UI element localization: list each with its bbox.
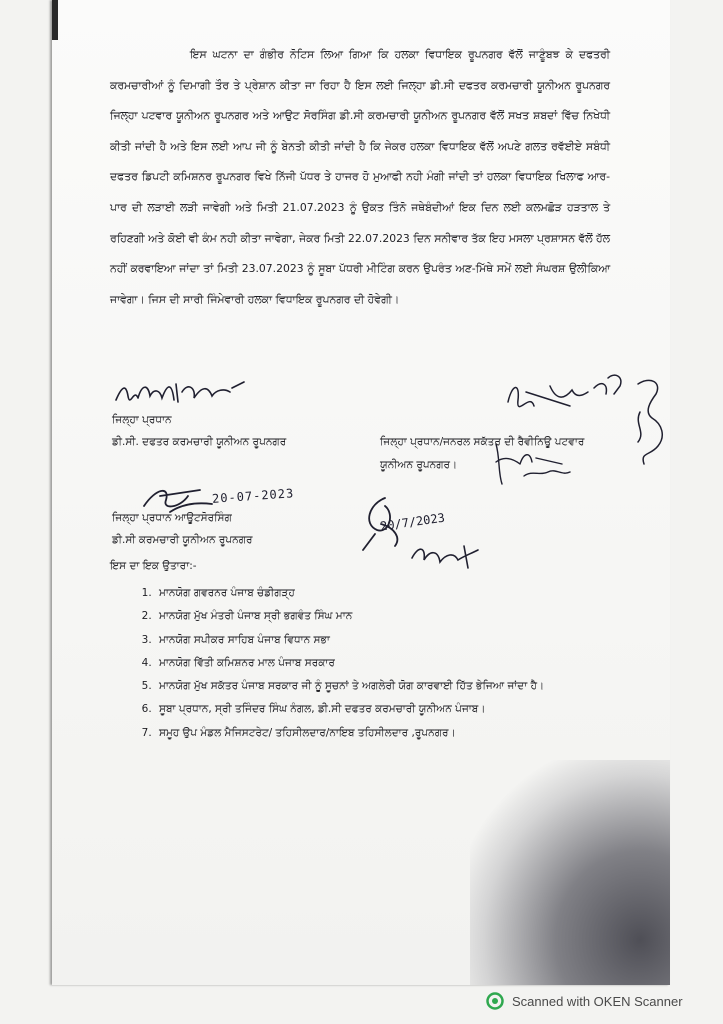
letter-body: ਇਸ ਘਟਨਾ ਦਾ ਗੰਭੀਰ ਨੋਟਿਸ ਲਿਆ ਗਿਆ ਕਿ ਹਲਕਾ ਵਿਧਾਇਕ ਰੂਪਨਗਰ ਵੱਲੋਂ ਜਾਣੂੰਬਝ ਕੇ ਦਫਤਰੀ ਕਰਮਚਾਰੀਆਂ ਨੂੰ ਦਿਮਾਗੀ ਤੌਰ ਤੇ ਪ੍ਰੇਸ਼ਾਨ ਕੀਤਾ ਜਾ ਰਿਹਾ ਹੈ ਇਸ ਲਈ ਜਿਲ੍ਹਾ ਡੀ.ਸੀ ਦਫਤਰ ਕਰਮਚਾਰੀ ਯੂਨੀਅਨ ਰੂਪਨਗਰ ਜਿਲ੍ਹਾ ਪਟਵਾਰ ਯੂਨੀਅਨ ਰੂਪਨਗਰ ਅਤੇ ਆਉਟ ਸੋਰਸਿੰਗ ਡੀ.ਸੀ ਕਰਮਚਾਰੀ ਯੂਨੀਅਨ ਰੂਪਨਗਰ ਵੱਲੋਂ ਸਖਤ ਸ਼ਬਦਾਂ ਵਿੱਚ ਨਿਖੇਧੀ ਕੀਤੀ ਜਾਂਦੀ ਹੈ ਅਤੇ ਇਸ ਲਈ ਆਪ ਜੀ ਨੂੰ ਬੇਨਤੀ ਕੀਤੀ ਜਾਂਦੀ ਹੈ ਕਿ ਜੇਕਰ ਹਲਕਾ ਵਿਧਾਇਕ ਵੱਲੋਂ ਅਪਣੇ ਗਲਤ ਰਵੱਈਏ ਸਬੰਧੀ ਦਫਤਰ ਡਿਪਟੀ ਕਮਿਸ਼ਨਰ ਰੂਪਨਗਰ ਵਿਖੇ ਨਿੱਜੀ ਪੱਧਰ ਤੇ ਹਾਜਰ ਹੋ ਮੁਆਫੀ ਨਹੀ ਮੰਗੀ ਜਾਂਦੀ ਤਾਂ ਹਲਕਾ ਵਿਧਾਇਕ ਖਿਲਾਫ ਆਰ-ਪਾਰ ਦੀ ਲੜਾਈ ਲੜੀ ਜਾਵੇਗੀ ਅਤੇ ਮਿਤੀ 21.07.2023 ਨੂੰ ਉਕਤ ਤਿੰਨੋ ਜਥੇਬੰਦੀਆਂ ਇਕ ਦਿਨ ਲਈ ਕਲਮਛੋੜ ਹੜਤਾਲ ਤੇ ਰਹਿਣਗੀ ਅਤੇ ਕੋਈ ਵੀ ਕੰਮ ਨਹੀ ਕੀਤਾ ਜਾਵੇਗਾ, ਜੇਕਰ ਮਿਤੀ 22.07.2023 ਦਿਨ ਸਨੀਵਾਰ ਤੱਕ ਇਹ ਮਸਲਾ ਪ੍ਰਸ਼ਾਸਨ ਵੱਲੋਂ ਹੱਲ ਨਹੀਂ ਕਰਵਾਇਆ ਜਾਂਦਾ ਤਾਂ ਮਿਤੀ 23.07.2023 ਨੂੰ ਸੂਬਾ ਪੱਧਰੀ ਮੀਟਿੰਗ ਕਰਨ ਉਪਰੰਤ ਅਣ-ਮਿੱਥੇ ਸਮੇਂ ਲਈ ਸੰਘਰਸ਼ ਉਲੀਕਿਆ ਜਾਵੇਗਾ। ਜਿਸ ਦੀ ਸਾਰੀ ਜਿੰਮੇਵਾਰੀ ਹਲਕਾ ਵਿਧਾਇਕ ਰੂਪਨਗਰ ਦੀ ਹੋਵੇਗੀ। — [110, 48, 610, 306]
copy-list — [110, 582, 645, 745]
list-item: 3. ਮਾਨਯੋਗ ਸਪੀਕਰ ਸਾਹਿਬ ਪੰਜਾਬ ਵਿਧਾਨ ਸਭਾ — [155, 629, 645, 652]
watermark-text: Scanned with OKEN Scanner — [512, 993, 683, 1009]
signatory-left-top-org: ਡੀ.ਸੀ. ਦਫਤਰ ਕਰਮਚਾਰੀ ਯੂਨੀਅਨ ਰੂਪਨਗਰ — [112, 436, 287, 448]
signatory-right-title: ਜਿਲ੍ਹਾ ਪ੍ਰਧਾਨ/ਜਨਰਲ ਸਕੱਤਰ ਦੀ ਰੈਵੀਨਿਊ ਪਟਵਾਰ — [380, 436, 585, 448]
list-item: 2. ਮਾਨਯੋਗ ਮੁੱਖ ਮੰਤਰੀ ਪੰਜਾਬ ਸ੍ਰੀ ਭਗਵੰਤ ਸਿੰਘ ਮਾਨ — [155, 605, 645, 628]
list-item: 5. ਮਾਨਯੋਗ ਮੁੱਖ ਸਕੱਤਰ ਪੰਜਾਬ ਸਰਕਾਰ ਜੀ ਨੂੰ ਸੂਚਨਾਂ ਤੇ ਅਗਲੇਰੀ ਯੋਗ ਕਾਰਵਾਈ ਹਿੱਤ ਭੇਜਿਆ ਜਾਂਦਾ ਹੈ। — [155, 675, 645, 698]
signatory-left-top-title: ਜਿਲ੍ਹਾ ਪ੍ਰਧਾਨ — [112, 414, 172, 426]
handwritten-date-center: 20/7/2023 — [379, 510, 446, 534]
signature-left-top — [112, 378, 252, 408]
signatory-right-org: ਯੂਨੀਅਨ ਰੂਪਨਗਰ। — [380, 459, 458, 471]
signatory-left-bottom-org: ਡੀ.ਸੀ ਕਰਮਚਾਰੀ ਯੂਨੀਅਨ ਰੂਪਨਗਰ — [112, 534, 253, 546]
paper-edge-shadow — [52, 0, 58, 40]
handwritten-date-left: 20-07-2023 — [211, 486, 295, 506]
signatory-left-bottom-title: ਜਿਲ੍ਹਾ ਪ੍ਰਧਾਨ ਆਊਟਸੋਰਸਿੰਗ — [112, 512, 232, 524]
oken-logo-icon — [486, 992, 504, 1010]
list-item: 7. ਸਮੂਹ ਉਪ ਮੰਡਲ ਮੈਜਿਸਟਰੇਟ/ ਤਹਿਸੀਲਦਾਰ/ਨਾਇਬ ਤਹਿਸੀਲਦਾਰ ,ਰੂਪਨਗਰ। — [155, 722, 645, 745]
list-item: 1. ਮਾਨਯੋਗ ਗਵਰਨਰ ਪੰਜਾਬ ਚੰਡੀਗੜ੍ਹ — [155, 582, 645, 605]
copy-list-heading: ਇਸ ਦਾ ਇਕ ਉਤਾਰਾ:- — [110, 560, 197, 572]
list-item: 6. ਸੂਬਾ ਪ੍ਰਧਾਨ, ਸ੍ਰੀ ਤਜਿੰਦਰ ਸਿੰਘ ਨੰਗਲ, ਡੀ.ਸੀ ਦਫਤਰ ਕਰਮਚਾਰੀ ਯੂਨੀਅਨ ਪੰਜਾਬ। — [155, 698, 645, 721]
list-item: 4. ਮਾਨਯੋਗ ਵਿੱਤੀ ਕਮਿਸ਼ਨਰ ਮਾਲ ਪੰਜਾਬ ਸਰਕਾਰ — [155, 652, 645, 675]
signature-center-lower — [408, 540, 488, 570]
scanner-watermark — [486, 990, 683, 1012]
